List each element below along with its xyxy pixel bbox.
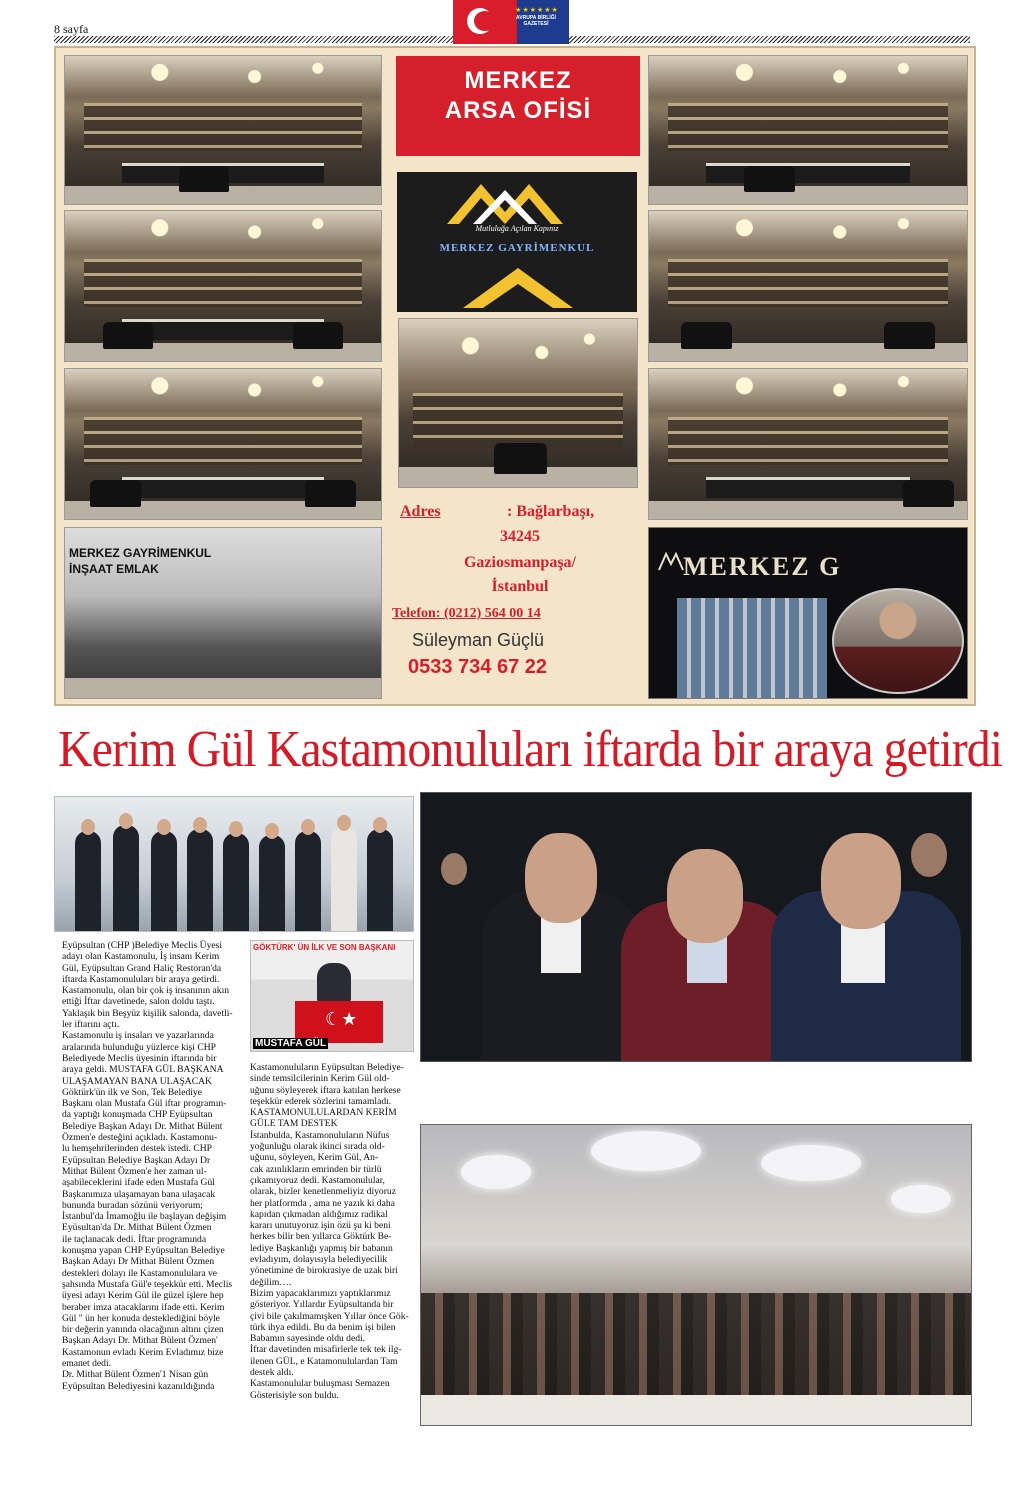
logo-slogan: Mutluluğa Açılan Kapınız [475, 224, 559, 233]
address-line4: İstanbul [491, 578, 549, 595]
article-line: aralarında bulunduğu yüzlerce kişi CHP [62, 1041, 216, 1053]
article-line: cak azınlıkların emrinden bir türlü [250, 1163, 382, 1175]
article-line: adayı olan Kastamonulu, İş insanı Kerim [62, 951, 220, 963]
iftar-hall-photo [420, 1124, 972, 1426]
inset-caption-top: GÖKTÜRK' ÜN İLK VE SON BAŞKANI [253, 943, 396, 952]
article-line: lediye Başkanlığı yapmış bir babanın [250, 1242, 393, 1254]
article-line: İstanbul'da İmamoğlu ile başlayan değişim [62, 1211, 227, 1223]
three-men-photo [420, 792, 972, 1062]
article-line: Belediyede Meclis üyesinin iftarında bir [62, 1053, 217, 1064]
article-column-1 [62, 1053, 248, 1392]
article-line: ilenen GÜL, e Katamonululardan Tam [250, 1355, 398, 1367]
article-line: bununda buradan sözünü veriyorum; [62, 1199, 203, 1211]
article-line: kararı unutuyoruz işin özü şu ki beni [250, 1220, 391, 1232]
article-line: KASTAMONULULARDAN KERİM [250, 1107, 397, 1119]
article-line: Gül, Eyüpsultan Grand Haliç Restoran'da [62, 962, 222, 974]
article-line: Dr. Mithat Bülent Özmen'1 Nisan gün [62, 1369, 209, 1381]
photo-sign-text: MERKEZ GAYRİMENKUL [69, 546, 212, 560]
article-line: Başkanı olan Mustafa Gül iftar programın- [62, 1098, 227, 1110]
article-line: Kastamonulu, olan bir çok iş insanının akın [62, 985, 230, 997]
article-line: beraber imza atacaklarını ifade etti. Kerim [62, 1301, 225, 1313]
article-line: kapıdan çıkmadan aldığımız radikal [250, 1208, 388, 1220]
masthead-text: AVRUPA BİRLİĞİ GAZETESİ [516, 15, 556, 27]
article-line: sinde temsilcilerinin Kerim Gül old- [250, 1073, 390, 1085]
article-line: emanet dedi. [62, 1358, 112, 1370]
article-line: Eyüsultan'da Dr. Mithat Bülent Özmen [62, 1222, 212, 1234]
article-headline: Kerim Gül Kastamonuluları iftarda bir araya getirdi [58, 721, 1003, 778]
article-line: Yaklaşık bin Beşyüz kişilik salonda, davetli- [62, 1007, 233, 1019]
article-line: Başkan Adayı Dr Mithat Bülent Özmen [62, 1256, 215, 1268]
eu-stars-icon: ★★★★★★ [515, 6, 559, 14]
article-line: Eyüpsultan (CHP )Belediye Meclis Üyesi [62, 940, 223, 951]
article-line: aşabileceklerini ifade eden Mustafa Gül [62, 1177, 215, 1189]
photo-sign-subtext: İNŞAAT EMLAK [69, 562, 159, 576]
article-line: Kastamonulu iş insaları ve yazarlarında [62, 1030, 214, 1042]
article-line: uğunu, söyleyen, Kerim Gül, An- [250, 1152, 379, 1164]
address-line1: : Bağlarbaşı, [507, 503, 595, 520]
article-line: Eyüpsultan Belediyesini kazanıldığında [62, 1380, 215, 1392]
house-roof-icon [447, 178, 587, 226]
article-line: GÜLE TAM DESTEK [250, 1118, 338, 1130]
article-line: iftarda Kastamonuluları bir araya getirdi. [62, 973, 220, 985]
article-line: Gösterisiyle son buldu. [250, 1389, 339, 1401]
article-line: çivi bile çakılmamışken Yıllar önce Gök- [250, 1310, 409, 1322]
article-column-2 [250, 1062, 418, 1401]
article-line: Gül " ün her konuda desteklediğini böyle [62, 1312, 220, 1324]
article-line: değilim…. [250, 1276, 292, 1288]
turkish-flag-icon [295, 1001, 383, 1043]
article-line: Kastamonuluların Eyüpsultan Belediye- [250, 1062, 404, 1073]
office-photo-3 [64, 368, 382, 520]
address-label: Adres [400, 503, 441, 520]
article-line: İstanbulda, Kastamonuluların Nüfus [250, 1129, 390, 1141]
article-line: ler iftarını açtı. [62, 1019, 120, 1031]
article-line: ULAŞAMAYAN BANA ULAŞACAK [62, 1075, 212, 1087]
office-photo-8 [648, 368, 968, 520]
page-number: 8 sayfa [54, 22, 89, 36]
storefront-sign: MERKEZ G [683, 552, 842, 581]
article-line: destek aldı. [250, 1367, 294, 1379]
article-line: Kastamonulular buluşması Semazen [250, 1378, 390, 1390]
article-line: her platformda , ama ne yazık ki daha [250, 1197, 395, 1209]
office-photo-2 [64, 210, 382, 362]
article-line: İftar davetinden misafirlerle tek tek ilg- [250, 1344, 402, 1356]
article-line: gösteriyor. Yıllardır Eyüpsultanda bir [250, 1299, 394, 1311]
article-line: Başkanımıza ulaşamayan bana ulaşacak [62, 1188, 216, 1200]
contact-name: Süleyman Güçlü [412, 630, 545, 650]
office-photo-5 [398, 318, 638, 488]
article-line: yönetimine de birokrasiye de uzak biri [250, 1265, 398, 1277]
article-line: uğunu söyleyerek iftara katılan herkese [250, 1084, 401, 1096]
address-line3: Gaziosmanpaşa/ [463, 554, 576, 571]
article-line: Babamın sayesinde oldu dedi. [250, 1333, 366, 1345]
article-line: Göktürk'ün ilk ve Son, Tek Belediye [62, 1086, 202, 1098]
inset-caption-bottom: MUSTAFA GÜL [255, 1038, 327, 1049]
crescent-icon [467, 8, 493, 34]
ad-title [396, 56, 640, 156]
article-line: Bizim yapacaklarımızı yaptıklarımız [250, 1287, 391, 1299]
article-line: herkes bilir ben yıllarca Göktürk Be- [250, 1231, 392, 1243]
office-photo-1 [64, 55, 382, 205]
article-line: konuşma yapan CHP Eyüpsultan Belediye [62, 1245, 225, 1257]
article-line: lu hemşehrilerinden destek istedi. CHP [62, 1143, 213, 1155]
article-line: Özmen'e desteğini açıkladı. Kastamonu- [62, 1132, 218, 1144]
article-line: şahsında Mustafa Gül'e teşekkür etti. Meclis [62, 1278, 233, 1290]
ad-title-line1: MERKEZ [464, 67, 572, 94]
article-line: Belediye Başkan Adayı Dr. Mithat Bülent [62, 1120, 223, 1132]
article-line: Eyüpsultan Belediye Başkan Adayı Dr [62, 1154, 211, 1166]
article-line: ettiği İftar davetinede, salon doldu taştı. [62, 996, 215, 1008]
contact-mobile: 0533 734 67 22 [408, 656, 548, 678]
masthead-logo [453, 0, 569, 44]
article-line: araya geldi. MUSTAFA GÜL BAŞKANA [62, 1064, 224, 1076]
article-line: destekleri dolayı ile Kastamonululara ve [62, 1267, 218, 1279]
office-photo-6 [648, 55, 968, 205]
article-line: teşekkür ederek sözlerini tamamladı. [250, 1095, 392, 1107]
article-line: Kastamonun evladı Kerim Evladımız bize [62, 1346, 224, 1358]
contact-portrait [832, 588, 964, 694]
office-photo-4 [64, 527, 382, 699]
article-line: da yaptığı konuşmada CHP Eyüpsultan [62, 1109, 213, 1121]
article-line: ile taçlanacak dedi. İftar programında [62, 1233, 207, 1245]
address-line2: 34245 [500, 528, 540, 545]
article-line: Başkan Adayı Dr. Mithat Bülent Özmen' [62, 1335, 218, 1347]
article-line: evladıyım, dolayısıyla belediyecilik [250, 1254, 388, 1266]
article-line: yoğunluğu olarak ikinci sırada old- [250, 1141, 385, 1153]
storefront-logo-icon [657, 550, 685, 572]
article-line: türk ihya edildi. Bu da benim işi bilen [250, 1321, 396, 1333]
article-line: üyesi adayı Kerim Gül ile güzel işlere hep [62, 1290, 224, 1302]
logo-chevron-icon [453, 264, 583, 308]
office-photo-7 [648, 210, 968, 362]
group-photo [54, 796, 414, 932]
office-phone: Telefon: (0212) 564 00 14 [392, 606, 541, 621]
company-logo [397, 172, 637, 312]
article-column-1-top [62, 940, 248, 1053]
ad-title-line2: ARSA OFİSİ [444, 97, 592, 124]
article-line: Mithat Bülent Özmen'e her zaman ul- [62, 1165, 207, 1177]
article-line: olarak, bizler kenetlenmeliyiz diyoruz [250, 1186, 396, 1198]
article-line: bir değerin yanında olacağının altını çizen [62, 1324, 224, 1336]
speaker-photo [250, 940, 414, 1052]
storefront-window [677, 598, 827, 698]
logo-name: MERKEZ GAYRİMENKUL [439, 242, 595, 254]
article-line: çıkamıyoruz dedi. Kastamonulular, [250, 1174, 385, 1186]
